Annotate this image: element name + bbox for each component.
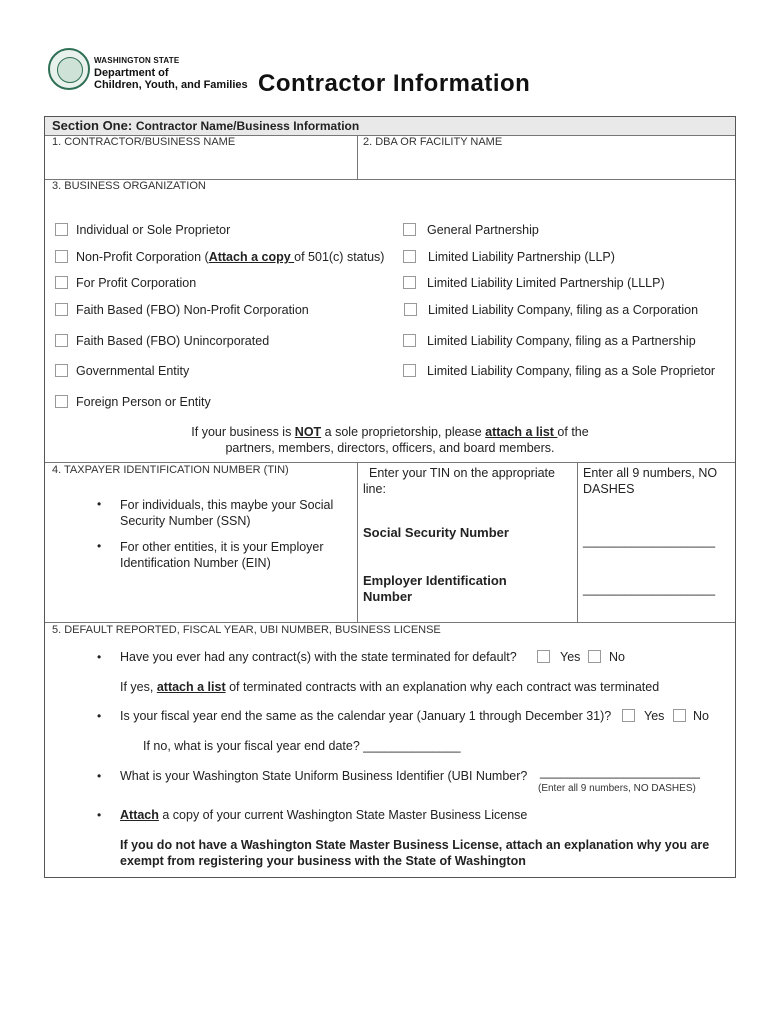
fbo-unincorporated-option-label: Faith Based (FBO) Unincorporated xyxy=(76,334,270,348)
contractor-name-label: 1. CONTRACTOR/BUSINESS NAME xyxy=(52,136,236,148)
for-profit-option-label: For Profit Corporation xyxy=(76,276,197,290)
attach-list-link[interactable]: attach a list xyxy=(485,425,558,439)
tin-ssn-note: For individuals, this maybe your Social Security Number (SSN) xyxy=(120,498,334,528)
fiscal-no-label: No xyxy=(693,709,709,723)
fbo-nonprofit-option-label: Faith Based (FBO) Non-Profit Corporation xyxy=(76,303,309,317)
bullet-icon: • xyxy=(97,709,102,723)
individual-checkbox[interactable] xyxy=(55,223,68,236)
license-exemption-note: If you do not have a Washington State Master Business License, attach an explanation why you are exempt from registering your business with the State of Washington xyxy=(120,838,710,868)
general-partnership-checkbox[interactable] xyxy=(403,223,416,236)
not-emphasis: NOT xyxy=(294,425,322,439)
default-yes-checkbox[interactable] xyxy=(537,650,550,663)
terminated-contracts-note: If yes, attach a list of terminated contracts with an explanation why each contract was terminated xyxy=(120,680,660,694)
tin-ein-note: For other entities, it is your Employer Identification Number (EIN) xyxy=(120,540,324,570)
dba-name-label: 2. DBA OR FACILITY NAME xyxy=(363,136,503,148)
foreign-entity-option-label: Foreign Person or Entity xyxy=(76,395,211,409)
attach-list-terminated-link[interactable]: attach a list xyxy=(156,680,226,694)
ein-input-line[interactable]: ___________________ xyxy=(583,582,716,596)
default-no-label: No xyxy=(609,650,625,664)
fiscal-yes-label: Yes xyxy=(644,709,665,723)
agency-name xyxy=(94,55,248,91)
contractor-name-field[interactable] xyxy=(49,149,349,175)
ein-label: Employer Identification Number xyxy=(363,573,507,604)
llc-sole-proprietor-checkbox[interactable] xyxy=(403,364,416,377)
section-one-header xyxy=(45,117,735,136)
general-partnership-option-label: General Partnership xyxy=(427,223,539,237)
section-one-heading: Section One: xyxy=(52,118,133,133)
partners-list-note: If your business is NOT a sole proprietorship, please attach a list of the partners, members, directors, officers, and board members. xyxy=(191,425,589,455)
lllp-checkbox[interactable] xyxy=(403,276,416,289)
default-yes-label: Yes xyxy=(560,650,581,664)
ubi-question: What is your Washington State Uniform Business Identifier (UBI Number? xyxy=(120,769,528,783)
agency-name-line3: Children, Youth, and Families xyxy=(94,79,248,91)
foreign-entity-checkbox[interactable] xyxy=(55,395,68,408)
llp-checkbox[interactable] xyxy=(403,250,416,263)
ssn-label: Social Security Number xyxy=(363,525,509,540)
llc-sole-proprietor-option-label: Limited Liability Company, filing as a Sole Proprietor xyxy=(427,364,716,378)
fiscal-no-checkbox[interactable] xyxy=(673,709,686,722)
lllp-option-label: Limited Liability Limited Partnership (LLLP) xyxy=(427,276,665,290)
attach-copy-link[interactable]: Attach a copy xyxy=(208,250,295,264)
bullet-icon: • xyxy=(97,808,102,822)
business-license-instruction: Attach a copy of your current Washington State Master Business License xyxy=(120,808,528,822)
nonprofit-checkbox[interactable] xyxy=(55,250,68,263)
bullet-icon: • xyxy=(97,769,102,783)
default-question: Have you ever had any contract(s) with the state terminated for default? xyxy=(120,650,517,664)
contractor-form xyxy=(44,116,736,878)
enter-tin-instruction: Enter your TIN on the appropriate line: xyxy=(363,466,555,496)
ssn-input-line[interactable]: ___________________ xyxy=(583,534,716,548)
agency-name-line1: WASHINGTON STATE xyxy=(94,56,180,65)
agency-name-line2: Department of xyxy=(94,67,169,79)
fiscal-year-end-date-field[interactable]: If no, what is your fiscal year end date? ______________ xyxy=(143,739,461,753)
individual-option-label: Individual or Sole Proprietor xyxy=(76,223,231,237)
ubi-format-note: (Enter all 9 numbers, NO DASHES) xyxy=(538,783,696,794)
section-one-subheading: Contractor Name/Business Information xyxy=(135,119,360,133)
dba-name-field[interactable] xyxy=(361,149,731,175)
default-no-checkbox[interactable] xyxy=(588,650,601,663)
for-profit-checkbox[interactable] xyxy=(55,276,68,289)
business-organization-label: 3. BUSINESS ORGANIZATION xyxy=(52,180,206,192)
section5-label: 5. DEFAULT REPORTED, FISCAL YEAR, UBI NUMBER, BUSINESS LICENSE xyxy=(52,624,441,636)
bullet-icon: • xyxy=(97,650,102,664)
tin-label: 4. TAXPAYER IDENTIFICATION NUMBER (TIN) xyxy=(52,464,289,476)
governmental-checkbox[interactable] xyxy=(55,364,68,377)
llc-partnership-checkbox[interactable] xyxy=(403,334,416,347)
nonprofit-option-label: Non-Profit Corporation (Attach a copy of 501(c) status) xyxy=(76,250,385,264)
llc-corporation-option-label: Limited Liability Company, filing as a Corporation xyxy=(428,303,699,317)
llc-partnership-option-label: Limited Liability Company, filing as a Partnership xyxy=(427,334,696,348)
fiscal-year-question: Is your fiscal year end the same as the calendar year (January 1 through December 31)? xyxy=(120,709,612,723)
page-title: Contractor Information xyxy=(258,70,531,97)
bullet-icon: • xyxy=(97,539,102,553)
llc-corporation-checkbox[interactable] xyxy=(404,303,417,316)
fiscal-yes-checkbox[interactable] xyxy=(622,709,635,722)
governmental-option-label: Governmental Entity xyxy=(76,364,190,378)
enter-all-numbers-note: Enter all 9 numbers, NO DASHES xyxy=(583,466,718,496)
bullet-icon: • xyxy=(97,497,102,511)
attach-license-link[interactable]: Attach xyxy=(120,808,159,822)
ubi-input-line[interactable]: _______________________ xyxy=(540,765,700,779)
llp-option-label: Limited Liability Partnership (LLP) xyxy=(428,250,615,264)
fbo-nonprofit-checkbox[interactable] xyxy=(55,303,68,316)
agency-seal-logo xyxy=(48,48,90,90)
fbo-unincorporated-checkbox[interactable] xyxy=(55,334,68,347)
